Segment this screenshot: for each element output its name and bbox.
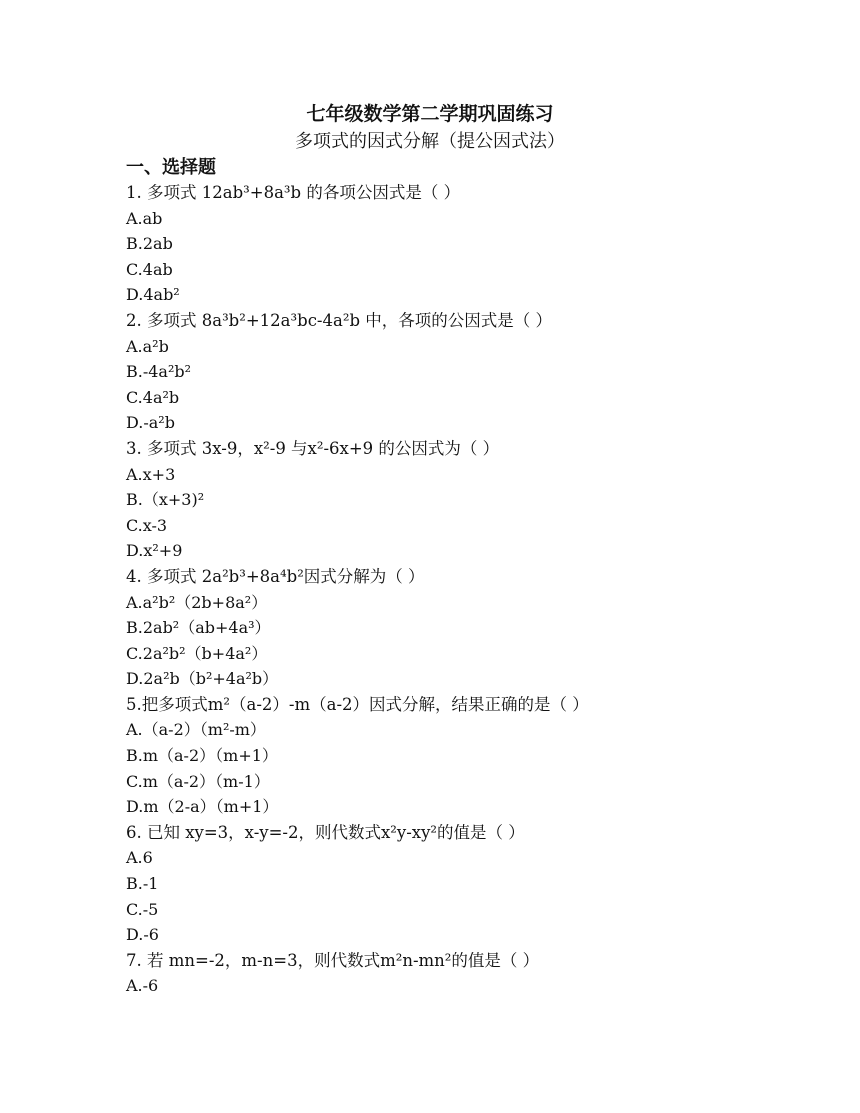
answer-option: D.-6 — [126, 925, 159, 945]
document-subtitle: 多项式的因式分解（提公因式法） — [295, 131, 565, 152]
answer-option: C.4a²b — [126, 387, 180, 407]
answer-option: C.-5 — [126, 899, 159, 919]
question-stem: 4. 多项式 2a²b³+8a⁴b²因式分解为（ ） — [126, 566, 425, 586]
question-list — [126, 180, 766, 999]
question-stem: 3. 多项式 3x-9，x²-9 与x²-6x+9 的公因式为（ ） — [126, 438, 500, 458]
answer-option: B.2ab — [126, 234, 173, 254]
answer-option: D.-a²b — [126, 413, 175, 433]
answer-option: B.（x+3)² — [126, 490, 205, 510]
answer-option: A.（a-2）（m²-m） — [126, 720, 266, 740]
question-stem: 7. 若 mn=-2，m-n=3，则代数式m²n-mn²的值是（ ） — [126, 950, 540, 970]
answer-option: C.x-3 — [126, 515, 168, 535]
answer-option: C.4ab — [126, 259, 173, 279]
question-stem: 2. 多项式 8a³b²+12a³bc-4a²b 中，各项的公因式是（ ） — [126, 310, 553, 330]
answer-option: D.2a²b（b²+4a²b） — [126, 669, 279, 689]
answer-option: A.6 — [126, 848, 153, 868]
answer-option: B.2ab²（ab+4a³） — [126, 618, 271, 638]
answer-option: C.2a²b²（b+4a²） — [126, 643, 268, 663]
answer-option: C.m（a-2）（m-1） — [126, 771, 270, 791]
answer-option: B.m（a-2）（m+1） — [126, 746, 278, 766]
answer-option: A.x+3 — [126, 464, 176, 484]
question-stem: 5.把多项式m²（a-2）-m（a-2）因式分解，结果正确的是（ ） — [126, 694, 589, 714]
question-stem: 6. 已知 xy=3，x-y=-2，则代数式x²y-xy²的值是（ ） — [126, 822, 525, 842]
answer-option: D.4ab² — [126, 285, 180, 305]
answer-option: A.ab — [126, 208, 163, 228]
answer-option: B.-4a²b² — [126, 362, 192, 382]
section-heading: 一、选择题 — [126, 157, 216, 178]
answer-option: D.m（2-a）（m+1） — [126, 797, 279, 817]
question-stem: 1. 多项式 12ab³+8a³b 的各项公因式是（ ） — [126, 183, 461, 202]
answer-option: B.-1 — [126, 874, 159, 894]
document-title: 七年级数学第二学期巩固练习 — [306, 103, 554, 125]
answer-option: A.-6 — [126, 976, 159, 996]
answer-option: A.a²b — [126, 336, 169, 356]
answer-option: D.x²+9 — [126, 541, 183, 561]
answer-option: A.a²b²（2b+8a²） — [126, 592, 268, 612]
